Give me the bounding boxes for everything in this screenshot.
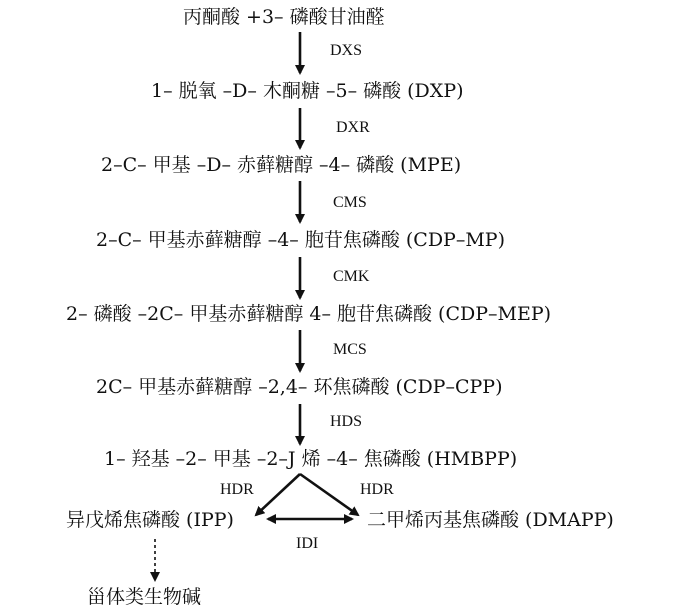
compound-hmbpp: 1– 羟基 –2– 甲基 –2–J 烯 –4– 焦磷酸 (HMBPP) xyxy=(104,448,518,470)
enzyme-hdr-right: HDR xyxy=(360,481,394,498)
arrow-hdr-right xyxy=(300,474,358,515)
compound-steroidal-alkaloids: 甾体类生物碱 xyxy=(87,586,202,608)
compound-dmapp: 二甲烯丙基焦磷酸 (DMAPP) xyxy=(367,509,614,531)
compound-dxp: 1– 脱氧 –D– 木酮糖 –5– 磷酸 (DXP) xyxy=(151,80,464,102)
compound-cdp-cpp: 2C– 甲基赤藓糖醇 –2,4– 环焦磷酸 (CDP–CPP) xyxy=(96,376,503,398)
enzyme-cmk: CMK xyxy=(333,268,370,285)
enzyme-mcs: MCS xyxy=(333,341,367,358)
enzyme-hdr-left: HDR xyxy=(220,481,254,498)
enzyme-hds: HDS xyxy=(330,413,363,430)
enzyme-idi: IDI xyxy=(296,535,319,552)
compound-mpe: 2–C– 甲基 –D– 赤藓糖醇 –4– 磷酸 (MPE) xyxy=(101,154,462,176)
compound-cdp-mep: 2– 磷酸 –2C– 甲基赤藓糖醇 4– 胞苷焦磷酸 (CDP–MEP) xyxy=(66,303,552,325)
compound-pyruvate-g3p: 丙酮酸 +3– 磷酸甘油醛 xyxy=(183,6,385,28)
arrow-hdr-left xyxy=(256,474,300,515)
enzyme-dxs: DXS xyxy=(330,42,363,59)
compound-cdp-mp: 2–C– 甲基赤藓糖醇 –4– 胞苷焦磷酸 (CDP–MP) xyxy=(96,229,505,251)
enzyme-dxr: DXR xyxy=(336,119,370,136)
enzyme-cms: CMS xyxy=(333,194,367,211)
compound-ipp: 异戊烯焦磷酸 (IPP) xyxy=(66,509,234,531)
